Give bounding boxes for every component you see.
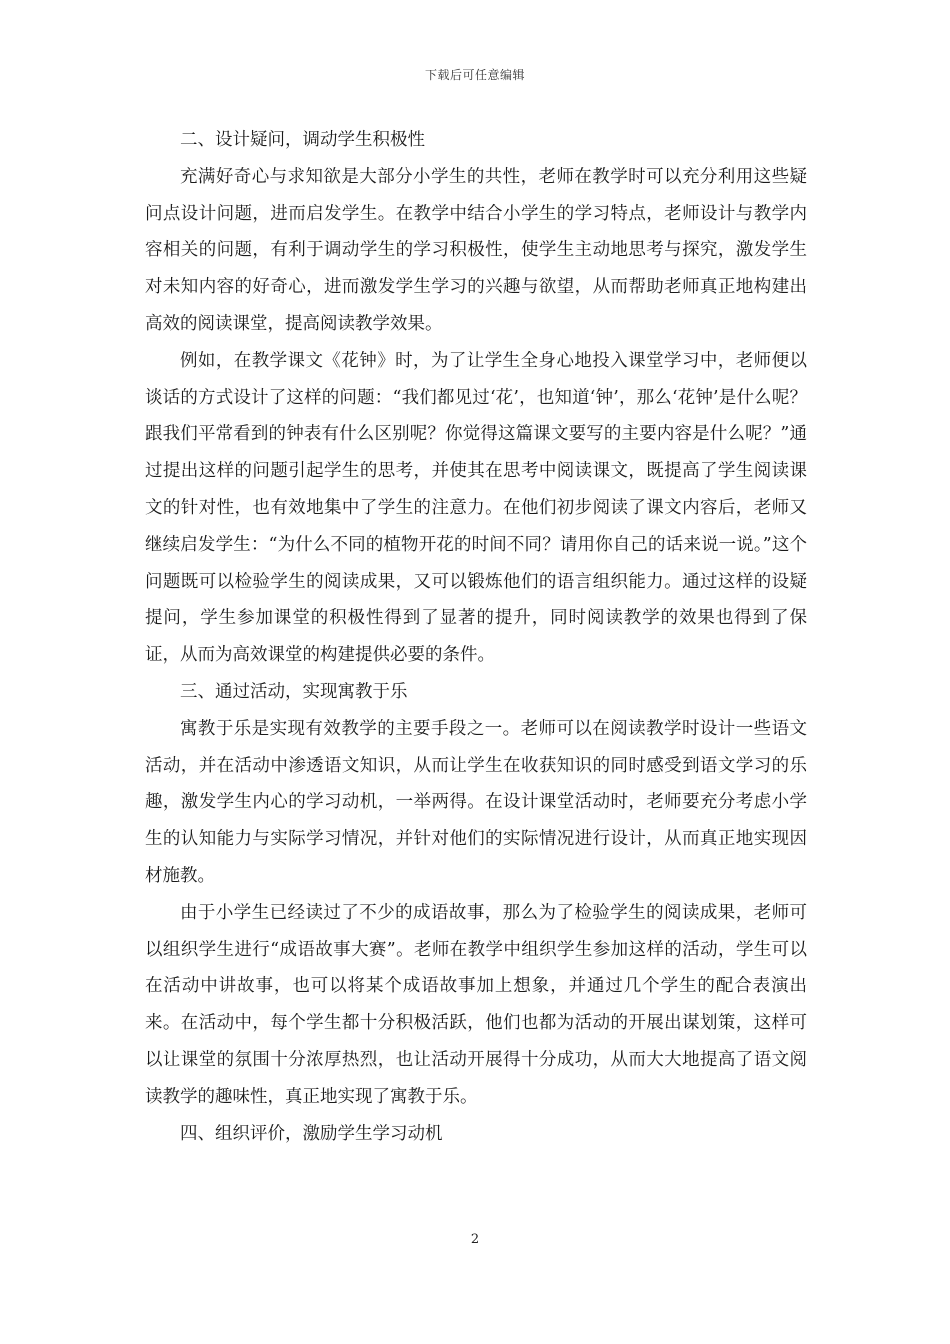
section-heading-3: 三、通过活动，实现寓教于乐 bbox=[180, 681, 408, 702]
paragraph: 寓教于乐是实现有效教学的主要手段之一。老师可以在阅读教学时设计一些语文活动，并在活动中渗透语文知识，从而让学生在收获知识的同时感受到语文学习的乐趣，激发学生内心的学习动机，一举两得。在设计课堂活动时，老师要充分考虑小学生的认知能力与实际学习情况，并针对他们的实际情况进行设计，从而真正地实现因材施教。 bbox=[145, 718, 807, 886]
page-number: 2 bbox=[470, 1232, 480, 1247]
section-heading-2: 二、设计疑问，调动学生积极性 bbox=[180, 130, 425, 150]
document-body bbox=[145, 122, 807, 1152]
paragraph: 由于小学生已经读过了不少的成语故事，那么为了检验学生的阅读成果，老师可以组织学生进行“成语故事大赛”。老师在教学中组织学生参加这样的活动，学生可以在活动中讲故事，也可以将某个成语故事加上想象，并通过几个学生的配合表演出来。在活动中，每个学生都十分积极活跃，他们也都为活动的开展出谋划策，这样可以让课堂的氛围十分浓厚热烈，也让活动开展得十分成功，从而大大地提高了语文阅读教学的趣味性，真正地实现了寓教于乐。 bbox=[145, 902, 807, 1107]
section-heading-4: 四、组织评价，激励学生学习动机 bbox=[180, 1123, 443, 1144]
paragraph: 例如，在教学课文《花钟》时，为了让学生全身心地投入课堂学习中，老师便以谈话的方式设计了这样的问题：“我们都见过‘花’，也知道‘钟’，那么‘花钟’是什么呢？跟我们平常看到的钟表有什么区别呢？你觉得这篇课文要写的主要内容是什么呢？”通过提出这样的问题引起学生的思考，并使其在思考中阅读课文，既提高了学生阅读课文的针对性，也有效地集中了学生的注意力。在他们初步阅读了课文内容后，老师又继续启发学生：“为什么不同的植物开花的时间不同？请用你自己的话来说一说。”这个问题既可以检验学生的阅读成果，又可以锻炼他们的语言组织能力。通过这样的设疑提问，学生参加课堂的积极性得到了显著的提升，同时阅读教学的效果也得到了保证，从而为高效课堂的构建提供必要的条件。 bbox=[145, 350, 807, 666]
paragraph: 充满好奇心与求知欲是大部分小学生的共性，老师在教学时可以充分利用这些疑问点设计问题，进而启发学生。在教学中结合小学生的学习特点，老师设计与教学内容相关的问题，有利于调动学生的学习积极性，使学生主动地思考与探究，激发学生对未知内容的好奇心，进而激发学生学习的兴趣与欲望，从而帮助老师真正地构建出高效的阅读课堂，提高阅读教学效果。 bbox=[145, 166, 807, 334]
page-header: 下载后可任意编辑 bbox=[424, 68, 525, 82]
